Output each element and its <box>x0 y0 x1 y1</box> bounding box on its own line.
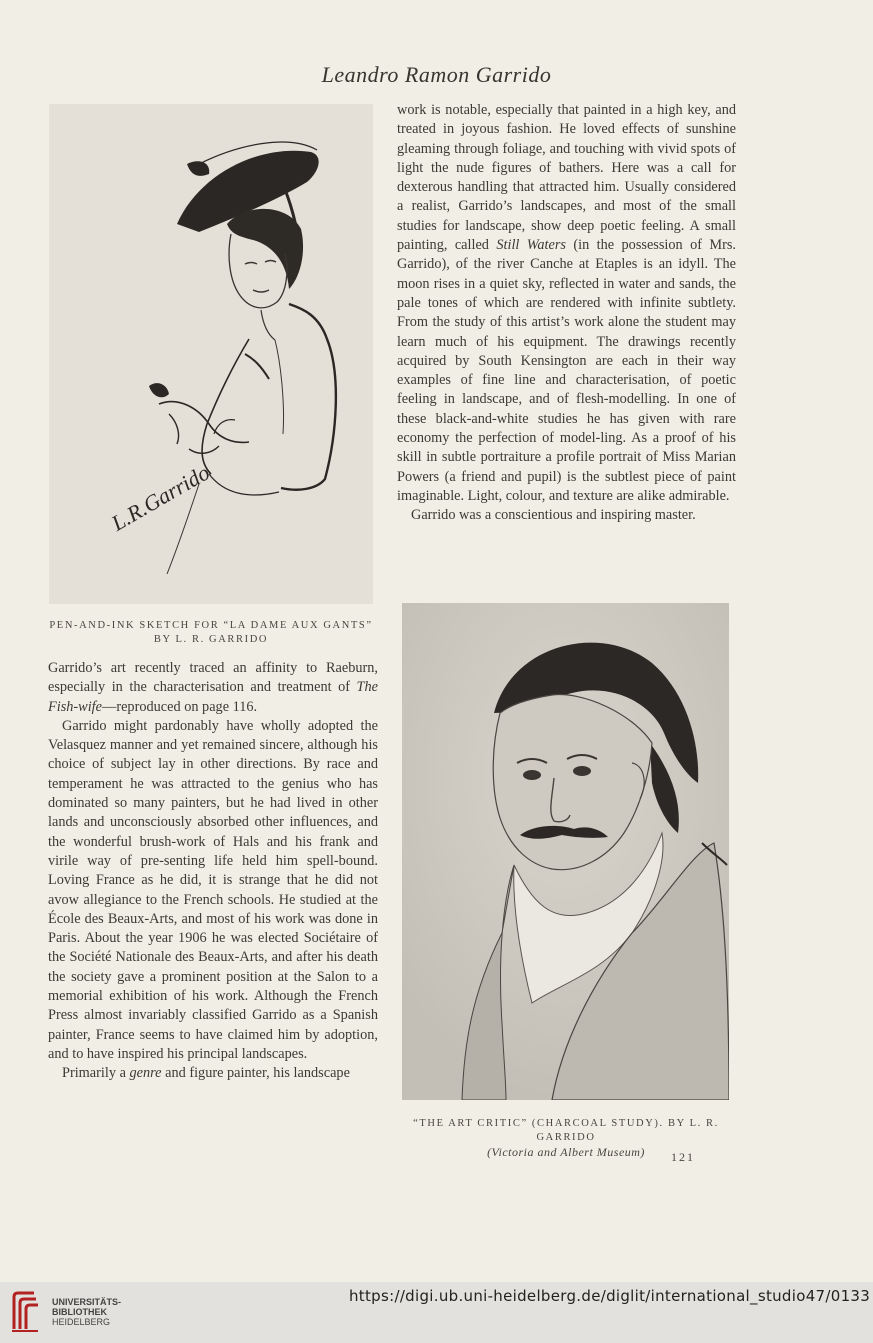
permalink-url[interactable]: https://digi.ub.uni-heidelberg.de/diglit/international_studio47/0133 <box>349 1287 871 1305</box>
sketch-caption-title: PEN-AND-INK SKETCH FOR “LA DAME AUX GANTS” <box>49 620 373 631</box>
paragraph: Garrido might pardonably have wholly adopted the Velasquez manner and yet remained sincere, although his choice of subject lay in other directions. By race and temperament he was attracted to the genius who has dominated so many painters, but he had lived in other lands and unconsciously absorbed other influences, and the wonderful brush-work of Hals and his frank and virile way of pre-senting life held him spell-bound. Loving France as he did, it is strange that he did not avow allegiance to the French schools. He studied at the École des Beaux-Arts, and most of his work was done in Paris. About the year 1906 he was elected Sociétaire of the Société Nationale des Beaux-Arts, and after his death the society gave a prominent position at the Salon to a memorial exhibition of his work. Although the French Press almost invariably classified Garrido as a Spanish painter, France seems to have claimed him by adoption, and to have inspired his principal landscapes. <box>48 717 378 1062</box>
sketch-caption <box>40 619 382 647</box>
page-number: 121 <box>671 1150 695 1164</box>
lady-sketch-drawing <box>49 104 373 604</box>
university-library-logo-icon <box>10 1289 40 1333</box>
left-text-column <box>48 659 378 1084</box>
paragraph: Garrido’s art recently traced an affinity to Raeburn, especially in the characterisation and treatment of The Fish-wife—reproduced on page 116. <box>48 660 378 715</box>
paragraph: Garrido was a conscientious and inspiring master. <box>411 507 696 524</box>
portrait-caption-source: (Victoria and Albert Museum) <box>487 1145 645 1159</box>
right-text-column <box>397 101 736 526</box>
library-line-3: HEIDELBERG <box>52 1317 111 1327</box>
sketch-caption-artist: BY L. R. GARRIDO <box>153 634 269 645</box>
sketch-illustration <box>49 104 373 604</box>
library-name <box>52 1297 121 1327</box>
library-line-1: UNIVERSITÄTS- <box>52 1297 122 1307</box>
charcoal-portrait-illustration <box>402 603 729 1100</box>
paragraph: work is notable, especially that painted in a high key, and treated in joyous fashion. He loved effects of sunshine gleaming through foliage, and touching with vivid spots of light the nude figures of bathers. Here was a call for dexterous handling that attracted him. Usually considered a realist, Garrido’s landscapes, and most of the small studies for landscape, show deep poetic feeling. A small painting, called Still Waters (in the possession of Mrs. Garrido), of the river Canche at Etaples is an idyll. The moon rises in a quiet sky, reflected in water and sands, the pale tones of which are rendered with infinite subtlety. From the study of this artist’s work alone the student may learn much of his equipment. The drawings recently acquired by South Kensington are each in their way examples of fine line and characterisation, of poetic feeling in landscape, and of flesh-modelling. In one of these black-and-white studies he has given with rare economy the perfection of model-ling. As a proof of his skill in subtle portraiture a profile portrait of Miss Marian Powers (a friend and pupil) is the subtlest piece of paint imaginable. Light, colour, and texture are alike admirable. <box>397 102 736 504</box>
artist-signature: L.R.Garrido <box>107 459 214 536</box>
portrait-caption-title: “THE ART CRITIC” (CHARCOAL STUDY). BY L. R. GARRIDO <box>413 1118 719 1143</box>
library-line-2: BIBLIOTHEK <box>52 1307 107 1317</box>
art-critic-portrait-drawing <box>402 603 729 1100</box>
paragraph: Primarily a genre and figure painter, his landscape <box>62 1065 350 1082</box>
running-title: Leandro Ramon Garrido <box>321 62 552 87</box>
